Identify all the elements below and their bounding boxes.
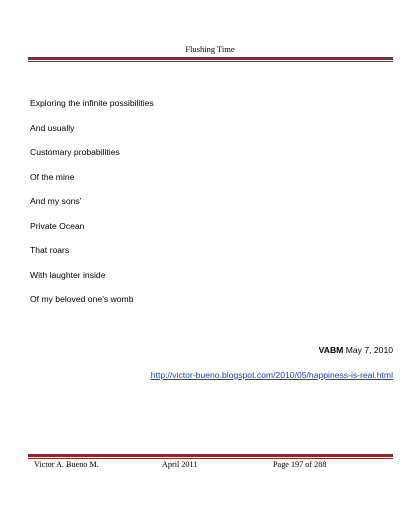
page-footer [28,460,393,474]
poem-line: And usually [30,122,75,133]
poem-line: Of my beloved one’s womb [30,294,134,304]
signature-date: May 7, 2010 [345,345,393,355]
poem-line: And my sons’ [30,196,82,206]
poem-line: With laughter inside [30,269,106,280]
footer-rule-thick [28,454,393,457]
footer-page-number: Page 197 of 288 [273,460,327,469]
running-header-title: Flushing Time [185,44,235,54]
poem-line: That roars [30,245,70,255]
footer-rule-thin [28,458,393,459]
header-rule-thin [28,61,393,62]
poem-line: Exploring the infinite possibilities [30,98,154,108]
footer-author: Victor A. Bueno M. [34,460,99,469]
footer-date: April 2011 [162,460,198,469]
poem-line: Of the mine [30,171,75,182]
blog-link[interactable]: http://victor-bueno.blogspot.com/2010/05/happiness-is-real.html [150,370,393,380]
poem-body [30,96,154,317]
signature-initials: VABM [318,345,344,355]
poem-signature [319,345,393,355]
poem-line: Private Ocean [30,220,85,231]
header-rule-thick [28,57,393,60]
poem-line: Customary probabilities [30,147,120,157]
